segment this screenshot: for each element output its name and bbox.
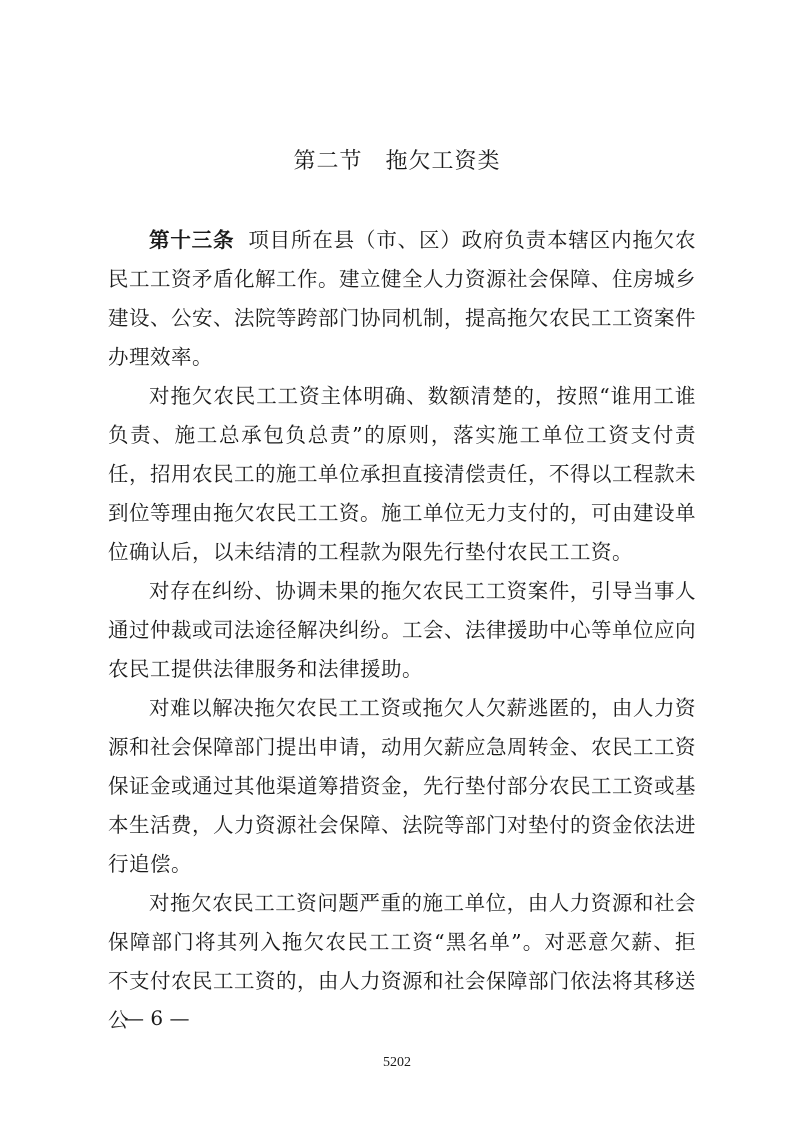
article-number: 第十三条 bbox=[149, 228, 235, 252]
article-text: 项目所在县（市、区）政府负责本辖区内拖欠农民工工资矛盾化解工作。建立健全人力资源社会保障、住房城乡建设、公安、法院等跨部门协同机制，提高拖欠农民工工资案件办理效率。 bbox=[108, 228, 697, 369]
article-paragraph bbox=[108, 221, 696, 377]
paragraph-1: 对拖欠农民工工资主体明确、数额清楚的，按照“谁用工谁负责、施工总承包负总责”的原则，落实施工单位工资支付责任，招用农民工的施工单位承担直接清偿责任，不得以工程款未到位等理由拖欠农民工工资。施工单位无力支付的，可由建设单位确认后，以未结清的工程款为限先行垫付农民工工资。 bbox=[108, 384, 696, 564]
document-body bbox=[108, 221, 696, 1040]
page-number: — 6 — bbox=[124, 1006, 190, 1030]
paragraph-3: 对难以解决拖欠农民工工资或拖欠人欠薪逃匿的，由人力资源和社会保障部门提出申请，动用欠薪应急周转金、农民工工资保证金或通过其他渠道筹措资金，先行垫付部分农民工工资或基本生活费，人力资源社会保障、法院等部门对垫付的资金依法进行追偿。 bbox=[108, 696, 696, 876]
section-heading: 第二节 拖欠工资类 bbox=[293, 149, 501, 174]
document-id: 5202 bbox=[383, 1055, 411, 1070]
paragraph-2: 对存在纠纷、协调未果的拖欠农民工工资案件，引导当事人通过仲裁或司法途径解决纠纷。工会、法律援助中心等单位应向农民工提供法律服务和法律援助。 bbox=[108, 579, 696, 681]
paragraph-4: 对拖欠农民工工资问题严重的施工单位，由人力资源和社会保障部门将其列入拖欠农民工工资“黑名单”。对恶意欠薪、拒不支付农民工工资的，由人力资源和社会保障部门依法将其移送公 bbox=[108, 891, 696, 1032]
